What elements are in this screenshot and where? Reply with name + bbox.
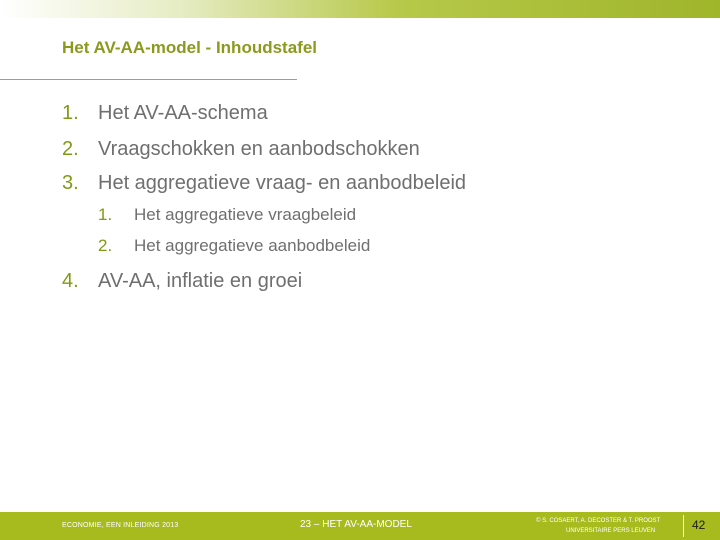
item-number: 3. (62, 172, 79, 194)
item-number: 4. (62, 270, 79, 292)
outline-item (62, 138, 420, 161)
footer-publisher: UNIVERSITAIRE PERS LEUVEN (566, 528, 656, 534)
item-number: 1. (62, 102, 79, 124)
outline-item (62, 270, 302, 293)
footer-copyright: © S. COSAERT, A. DECOSTER & T. PROOST (536, 518, 661, 524)
page-number: 42 (692, 518, 706, 532)
item-text: Het AV-AA-schema (98, 102, 268, 124)
footer-course-title: ECONOMIE, EEN INLEIDING 2013 (62, 522, 179, 529)
footer-bar (0, 512, 720, 540)
footer-divider (683, 515, 684, 537)
subitem-number: 1. (98, 205, 113, 224)
outline-subitem (98, 236, 370, 256)
item-text: AV-AA, inflatie en groei (98, 270, 303, 292)
outline-subitem (98, 205, 356, 225)
subitem-text: Het aggregatieve aanbodbeleid (134, 236, 371, 255)
subitem-text: Het aggregatieve vraagbeleid (134, 205, 357, 224)
slide-title: Het AV-AA-model - Inhoudstafel (62, 38, 317, 57)
subitem-number: 2. (98, 236, 113, 255)
item-text: Vraagschokken en aanbodschokken (98, 138, 420, 160)
item-text: Het aggregatieve vraag- en aanbodbeleid (98, 172, 467, 194)
outline-item (62, 172, 466, 195)
footer-chapter: 23 – HET AV-AA-MODEL (300, 519, 412, 530)
outline-item (62, 102, 268, 125)
item-number: 2. (62, 138, 79, 160)
